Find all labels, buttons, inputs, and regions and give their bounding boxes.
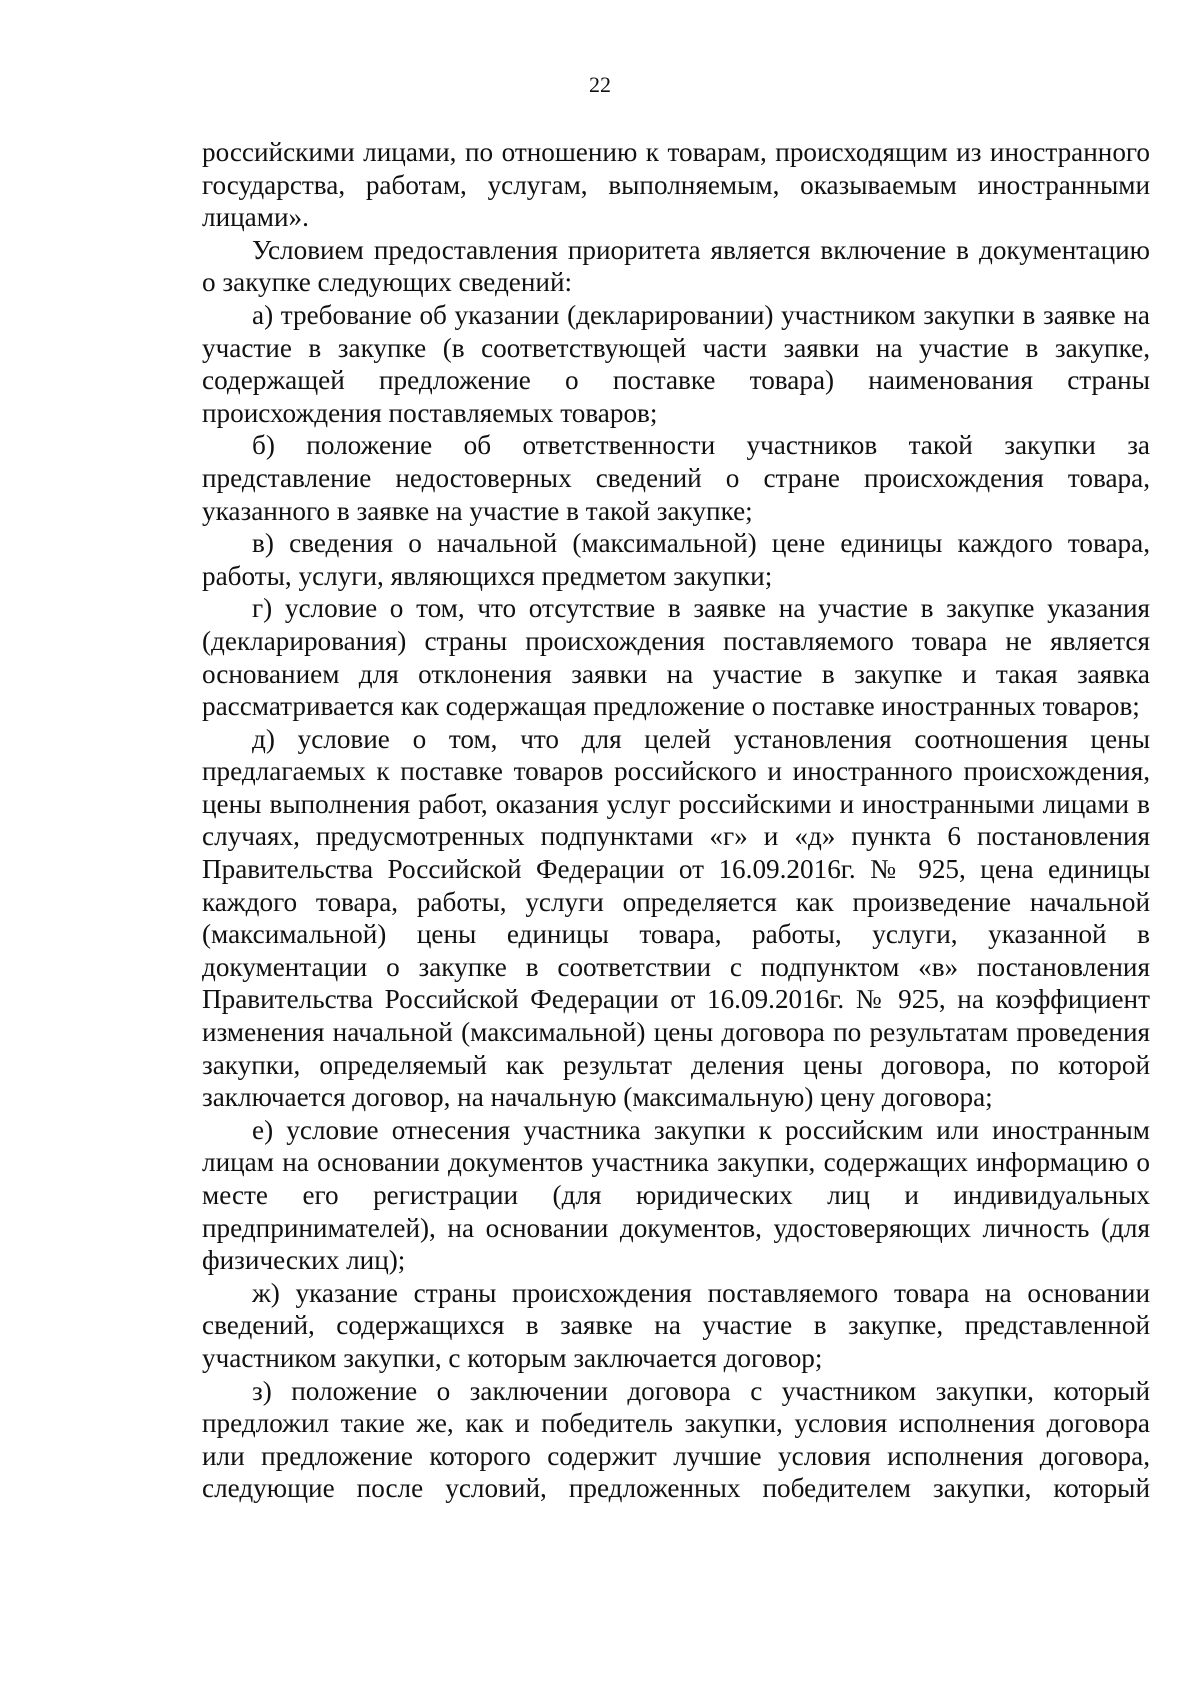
document-body [202, 136, 1150, 1505]
paragraph-item-a: а) требование об указании (декларировании) участником закупки в заявке на участие в закупке (в соответствующей части заявки на участие в закупке, содержащей предложение о поставке товара) наименования страны происхождения поставляемых товаров; [202, 299, 1150, 428]
paragraph-item-d: д) условие о том, что для целей установления соотношения цены предлагаемых к поставке товаров российского и иностранного происхождения, цены выполнения работ, оказания услуг российскими и иностранными лицами в случаях, предусмотренных подпунктами «г» и «д» пункта 6 постановления Правительства Российской Федерации от 16.09.2016г. № 925, цена единицы каждого товара, работы, услуги определяется как произведение начальной (максимальной) цены единицы товара, работы, услуги, указанной в документации о закупке в соответствии с подпунктом «в» постановления Правительства Российской Федерации от 16.09.2016г. № 925, на коэффициент изменения начальной (максимальной) цены договора по результатам проведения закупки, определяемый как результат деления цены договора, по которой заключается договор, на начальную (максимальную) цену договора; [202, 723, 1150, 1113]
paragraph-item-z: з) положение о заключении договора с участником закупки, который предложил такие же, как и победитель закупки, условия исполнения договора или предложение которого содержит лучшие условия исполнения договора, следующие после условий, предложенных победителем закупки, который [202, 1375, 1150, 1504]
paragraph-priority-condition: Условием предоставления приоритета является включение в документацию о закупке следующих сведений: [202, 234, 1150, 298]
paragraph-item-b: б) положение об ответственности участников такой закупки за представление недостоверных сведений о стране происхождения товара, указанного в заявке на участие в такой закупке; [202, 430, 1150, 526]
paragraph-item-v: в) сведения о начальной (максимальной) цене единицы каждого товара, работы, услуги, являющихся предметом закупки; [202, 528, 1150, 591]
paragraph-item-e: е) условие отнесения участника закупки к российским или иностранным лицам на основании документов участника закупки, содержащих информацию о месте его регистрации (для юридических лиц и индивидуальных предпринимателей), на основании документов, удостоверяющих личность (для физических лиц); [202, 1114, 1150, 1276]
paragraph-item-zh: ж) указание страны происхождения поставляемого товара на основании сведений, содержащихся в заявке на участие в закупке, представленной участником закупки, с которым заключается договор; [202, 1277, 1150, 1373]
paragraph-item-g: г) условие о том, что отсутствие в заявке на участие в закупке указания (декларирования) страны происхождения поставляемого товара не является основанием для отклонения заявки на участие в закупке и такая заявка рассматривается как содержащая предложение о поставке иностранных товаров; [202, 593, 1150, 722]
page-number: 22 [589, 72, 611, 97]
paragraph-intro-continuation: российскими лицами, по отношению к товарам, происходящим из иностранного государства, работам, услугам, выполняемым, оказываемым иностранными лицами». [202, 137, 1150, 233]
